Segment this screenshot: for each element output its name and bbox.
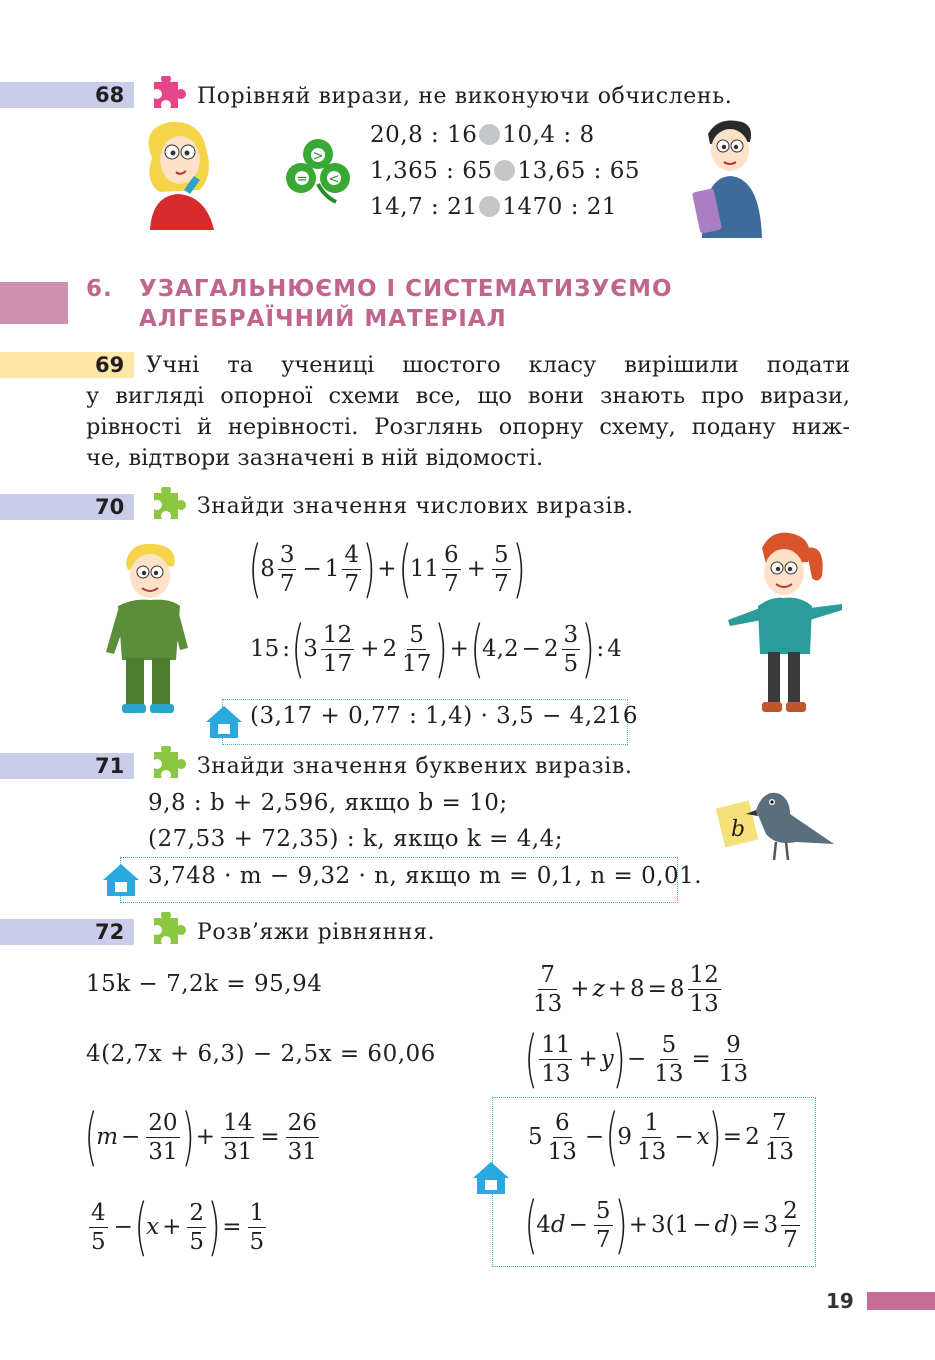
fraction [442,542,461,597]
fraction [89,1200,108,1255]
numerator: 26 [287,1109,317,1136]
clover-sign: < [328,172,340,187]
numerator: 5 [409,621,425,648]
denominator: 13 [637,1138,667,1165]
numerator: 6 [554,1109,570,1136]
denominator: 7 [444,570,459,597]
number: 15 [250,636,280,662]
equation: 4(2,7x + 6,3) − 2,5x = 60,06 [86,1041,436,1067]
denominator: 17 [402,650,432,677]
denominator: 13 [718,1060,749,1087]
fraction [221,1110,254,1165]
fraction [688,962,721,1017]
operator: + [162,1214,182,1240]
mixed-whole: 5 [528,1124,543,1150]
fraction [342,542,361,597]
compare-left: 14,7 : 21 [370,194,478,220]
number: 8 [629,976,645,1002]
denominator: 13 [541,1060,571,1087]
fraction [652,1032,685,1087]
numerator: 20 [148,1109,178,1136]
denominator: 5 [189,1228,205,1255]
fraction [717,1032,750,1087]
task-text: Порівняй вирази, не виконуючи обчислень. [197,84,733,109]
operator: : [596,636,605,662]
numerator: 3 [279,541,295,568]
number: 1 [674,1212,690,1238]
page-number: 19 [826,1289,854,1313]
homework-expression: 3,748 · m − 9,32 · n, якщо m = 0,1, n = 0,01. [148,863,703,889]
homework-expression: (3,17 + 0,77 : 1,4) · 3,5 − 4,216 [250,703,638,729]
variable: d [550,1212,566,1238]
mixed-whole: 3 [303,636,318,662]
operator: = [722,1124,743,1150]
variable: m [96,1124,119,1150]
paren-close: ) [207,1190,221,1263]
operator: − [584,1124,605,1150]
numerator: 1 [644,1109,659,1136]
compare-row [370,158,640,184]
paren-open: ( [291,612,305,685]
denominator: 13 [764,1138,794,1165]
fraction [321,622,354,677]
home-icon [101,862,141,898]
task-number: 70 [95,495,125,519]
denominator: 7 [783,1226,798,1253]
equation [524,1022,753,1095]
clover-sign: > [312,149,324,164]
number: 4,2 [482,636,519,662]
compare-row [370,194,617,220]
mixed-whole: 3 [763,1212,779,1238]
letter-expression: 9,8 : b + 2,596, якщо b = 10; [148,790,508,816]
numerator: 5 [493,541,509,568]
operator: − [113,1214,133,1240]
section-number: 6. [86,276,113,302]
task-text: Розв’яжи рівняння. [197,920,436,945]
letter-expression: (27,53 + 72,35) : k, якщо k = 4,4; [148,826,564,852]
denominator: 31 [148,1138,178,1165]
denominator: 7 [595,1226,611,1253]
equation [84,1100,322,1173]
paren-close: ) [434,612,449,685]
paren-open: ( [524,1188,538,1261]
denominator: 13 [533,990,563,1017]
denominator: 5 [91,1228,106,1255]
paren-open: ( [248,532,262,605]
fraction [278,542,297,597]
numerator: 5 [595,1197,611,1224]
fraction [531,962,564,1017]
number: 4 [607,636,622,662]
fraction [546,1110,579,1165]
fraction [248,1200,267,1255]
fraction [763,1110,796,1165]
operator: − [674,1124,694,1150]
fraction [562,622,581,677]
crow-illustration [716,784,838,866]
fraction [146,1110,179,1165]
paren-open: ( [470,612,484,685]
numerator: 5 [661,1031,677,1058]
paren-open: ( [397,532,412,605]
numerator: 12 [689,961,719,988]
operator: − [692,1212,712,1238]
operator: = [691,1046,711,1072]
numerator: 7 [772,1109,787,1136]
denominator: 31 [223,1138,253,1165]
denominator: 7 [344,570,360,597]
numerator: 1 [249,1199,265,1226]
expression [248,532,526,605]
paren-close: ) [708,1100,722,1173]
fraction [635,1110,668,1165]
operator: + [360,636,380,662]
paren-close: ) [181,1100,195,1173]
compare-left: 1,365 : 65 [370,158,493,184]
mixed-whole: 2 [543,636,559,662]
paragraph-line: у вигляді опорної схеми все, що вони знають про вирази, [86,383,850,409]
operator: + [578,1046,598,1072]
equation [528,956,724,1022]
numerator: 3 [563,621,579,648]
puzzle-icon [146,746,186,786]
fraction [286,1110,319,1165]
numerator: 11 [541,1031,571,1058]
paren-close: ) [612,1022,626,1095]
paren-open: ( [605,1100,619,1173]
paragraph-line: че, відтвори зазначені в ній відомості. [86,445,544,471]
task-number: 68 [95,83,125,107]
denominator: 13 [689,990,719,1017]
denominator: 13 [547,1138,577,1165]
numerator: 12 [322,621,353,648]
variable: x [696,1124,710,1150]
operator: + [377,556,397,582]
paren-close: ) [581,612,595,685]
paren-open: ( [84,1100,98,1173]
denominator: 5 [249,1228,265,1255]
paren-close: ) [613,1188,628,1261]
puzzle-icon [146,912,186,952]
equation: ( 4 d − $\frac{5}{7}$ ) + 3 ( 1 − d ) = 3 $\frac{2}{7}$ [524,1188,798,1261]
operator: − [626,1046,647,1072]
task-text: Знайди значення числових виразів. [197,494,634,519]
denominator: 5 [563,650,579,677]
numerator: 7 [540,961,555,988]
expression [250,612,622,685]
task-number: 72 [95,920,125,944]
clover-icon [284,134,352,204]
variable: x [146,1214,160,1240]
mixed-whole: 11 [409,556,440,582]
fraction [492,542,511,597]
compare-left: 20,8 : 16 [370,122,478,148]
operator: − [121,1124,141,1150]
denominator: 17 [322,650,353,677]
home-icon [471,1160,511,1196]
operator: − [568,1212,588,1238]
operator: + [449,636,469,662]
numerator: 4 [91,1199,106,1226]
girl-illustration [130,118,230,230]
operator: + [628,1212,648,1238]
operator: + [466,556,486,582]
task-number: 71 [95,754,125,778]
mixed-whole: 2 [382,636,398,662]
operator: = [647,976,667,1002]
puzzle-icon [146,487,186,527]
clover-sign: = [296,172,308,187]
equation [528,1100,799,1173]
operator: − [521,636,541,662]
mixed-whole: 1 [324,556,340,582]
girl-ponytail-illustration [722,528,848,718]
home-icon [204,704,244,740]
task-number: 69 [95,353,125,377]
paren-open: ( [524,1022,538,1095]
task-paragraph [86,381,850,474]
compare-placeholder [479,124,500,145]
operator: + [570,976,590,1002]
operator: : [282,636,291,662]
compare-placeholder [494,160,515,181]
denominator: 7 [279,570,295,597]
boy-green-illustration [104,540,190,716]
card-letter: b [730,817,746,842]
numerator: 4 [344,541,360,568]
mixed-whole: 9 [617,1124,633,1150]
compare-right: 10,4 : 8 [502,122,595,148]
section-title-line: АЛГЕБРАЇЧНИЙ МАТЕРІАЛ [139,306,507,332]
paragraph-line: рівності й нерівності. Розглянь опорну схему, подану ниж- [86,414,850,440]
mixed-whole: 2 [745,1124,760,1150]
compare-placeholder [479,196,500,217]
mixed-whole: 8 [260,556,275,582]
equation: 15k − 7,2k = 95,94 [86,971,323,997]
equation [86,1190,269,1263]
compare-row [370,122,595,148]
denominator: 31 [287,1138,317,1165]
variable: y [600,1046,614,1072]
operator: − [302,556,322,582]
task-paragraph [146,350,850,381]
paren-close: ) [362,532,376,605]
boy-illustration [688,116,768,238]
operator: = [741,1212,761,1238]
variable: z [592,976,605,1002]
fraction [539,1032,572,1087]
operator: + [607,976,627,1002]
paragraph-line: Учні та учениці шостого класу вирішили подати [146,352,850,378]
paren-open: ( [134,1190,148,1263]
task-text: Знайди значення буквених виразів. [197,754,633,779]
section-marker [0,282,68,324]
denominator: 7 [493,570,509,597]
numerator: 6 [444,541,459,568]
numerator: 14 [223,1109,253,1136]
number: 3 [650,1212,666,1238]
paren-close: ) [512,532,526,605]
operator: = [260,1124,280,1150]
numerator: 2 [783,1197,798,1224]
fraction [400,622,433,677]
denominator: 13 [654,1060,684,1087]
compare-right: 13,65 : 65 [517,158,640,184]
numerator: 2 [189,1199,205,1226]
page-bar [867,1292,935,1310]
fraction [187,1200,206,1255]
puzzle-icon [146,76,186,116]
operator: = [222,1214,242,1240]
operator: + [195,1124,216,1150]
section-title-line: УЗАГАЛЬНЮЄМО І СИСТЕМАТИЗУЄМО [139,276,673,302]
fraction [781,1198,800,1253]
mixed-whole: 8 [669,976,685,1002]
variable: d [714,1212,730,1238]
fraction [594,1198,613,1253]
numerator: 9 [726,1031,741,1058]
number: 4 [536,1212,551,1238]
compare-right: 1470 : 21 [502,194,618,220]
